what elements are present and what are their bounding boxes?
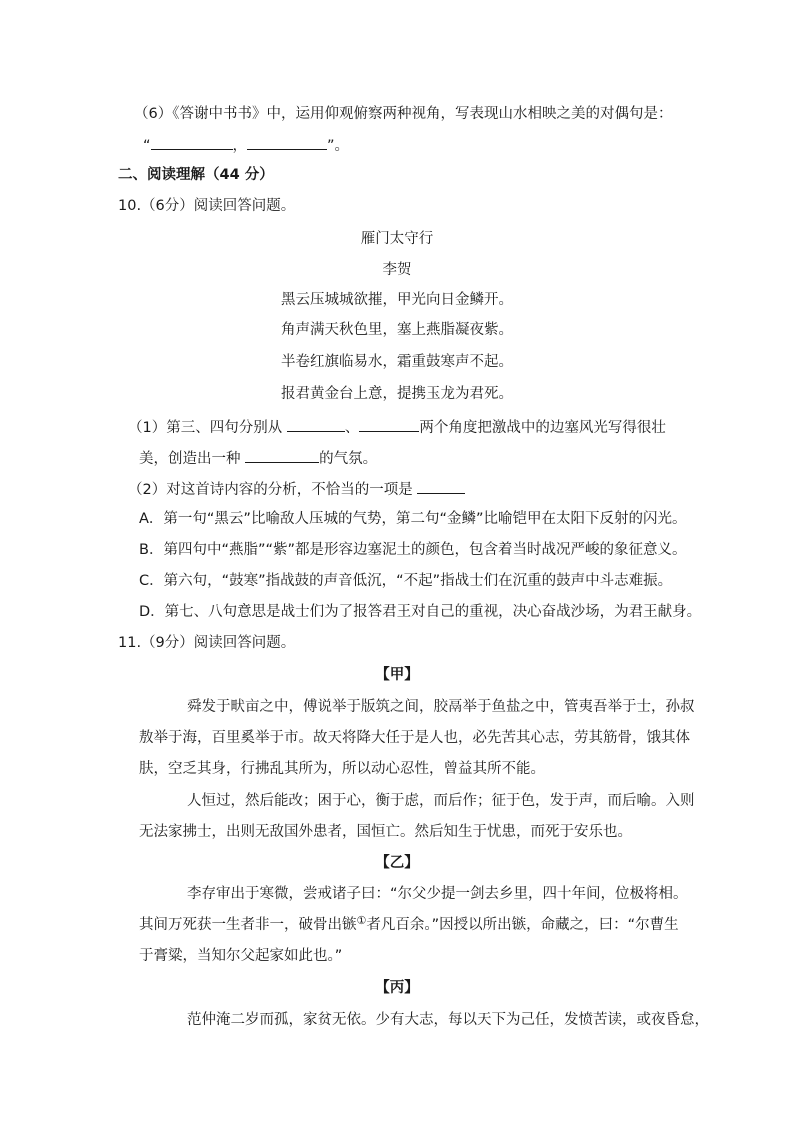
q9-6-line1: （6）《答谢中书书》中，运用仰观俯察两种视角，写表现山水相映之美的对偶句是： [134,106,673,122]
q10-header: 10.（6分）阅读回答问题。 [118,198,296,214]
bing-label: 【丙】 [375,980,419,996]
q11-header: 11.（9分）阅读回答问题。 [118,635,296,651]
poem-line-3: 半卷红旗临易水，霜重鼓寒声不起。 [281,354,513,370]
option-c: C．第六句，“鼓寒”指战鼓的声音低沉，“不起”指战士们在沉重的鼓声中斗志难振。 [139,573,673,589]
yi-line-2-a: 其间万死获一生者非一，破骨出镞 [139,917,357,933]
q9-6-answer-line [143,134,349,156]
sub2-blank[interactable] [417,478,465,494]
yi-line-2-b: 者凡百余。”因授以所出镞，命藏之，曰：“尔曹生 [366,917,679,933]
option-a: A．第一句“黑云”比喻敌人压城的气势，第二句“金鳞”比喻铠甲在太阳下反射的闪光。 [139,511,687,527]
poem-author: 李贺 [382,262,412,278]
yi-line-1: 李存审出于寒微，尝戒诸子曰：“尔父少提一剑去乡里，四十年间，位极将相。 [187,886,688,902]
option-d: D．第七、八句意思是战士们为了报答君王对自己的重视，决心奋战沙场，为君王献身。 [139,604,702,620]
answer-blank-2[interactable] [247,134,327,150]
q10-sub2 [128,478,465,500]
sub2-text: （2）对这首诗内容的分析，不恰当的一项是 [128,482,413,498]
sub1-text-e: 的气氛。 [319,451,378,467]
jia-label: 【甲】 [375,667,419,683]
yi-line-3: 于膏粱，当知尔父起家如此也。” [139,948,343,964]
jia-line-2: 敖举于海，百里奚举于市。故天将降大任于是人也，必先苦其心志，劳其筋骨，饿其体 [139,730,690,746]
poem-line-2: 角声满天秋色里，塞上燕脂凝夜紫。 [281,322,513,338]
option-b: B．第四句中“燕脂”“紫”都是形容边塞泥土的颜色，包含着当时战况严峻的象征意义。 [139,542,687,558]
sub1-text-b: 、 [344,420,360,436]
yi-label: 【乙】 [375,855,419,871]
sub1-text-c: 两个角度把激战中的边塞风光写得很壮 [419,420,666,436]
sub1-blank-2[interactable] [359,416,419,432]
jia-line-3: 肤，空乏其身，行拂乱其所为，所以动心忍性，曾益其所不能。 [139,761,545,777]
answer-blank-1[interactable] [151,134,233,150]
sub1-text-d: 美，创造出一种 [139,451,241,467]
jia-line-1: 舜发于畎亩之中，傅说举于版筑之间，胶鬲举于鱼盐之中，管夷吾举于士，孙叔 [187,699,695,715]
poem-title: 雁门太守行 [360,231,434,247]
jia-line-5: 无法家拂士，出则无敌国外患者，国恒亡。然后知生于忧患，而死于安乐也。 [139,824,632,840]
bing-line-1: 范仲淹二岁而孤，家贫无依。少有大志，每以天下为己任，发愤苦读，或夜昏怠， [187,1012,709,1028]
poem-line-4: 报君黄金台上意，提携玉龙为君死。 [281,386,513,402]
open-quote: “ [143,138,151,154]
sub1-text-a: （1）第三、四句分别从 [128,420,283,436]
comma: ， [232,138,248,154]
section-title: 二、阅读理解（44 分） [118,167,274,183]
yi-line-2 [139,915,679,936]
jia-line-4: 人恒过，然后能改；困于心，衡于虑，而后作；征于色，发于声，而后喻。入则 [187,793,695,809]
sub1-blank-3[interactable] [245,447,319,463]
close-quote: ”。 [327,138,350,154]
q10-sub1-line2 [139,447,377,469]
q10-sub1-line1 [128,416,666,438]
footnote-marker: ① [356,914,367,927]
poem-line-1: 黑云压城城欲摧，甲光向日金鳞开。 [281,292,513,308]
sub1-blank-1[interactable] [287,416,345,432]
